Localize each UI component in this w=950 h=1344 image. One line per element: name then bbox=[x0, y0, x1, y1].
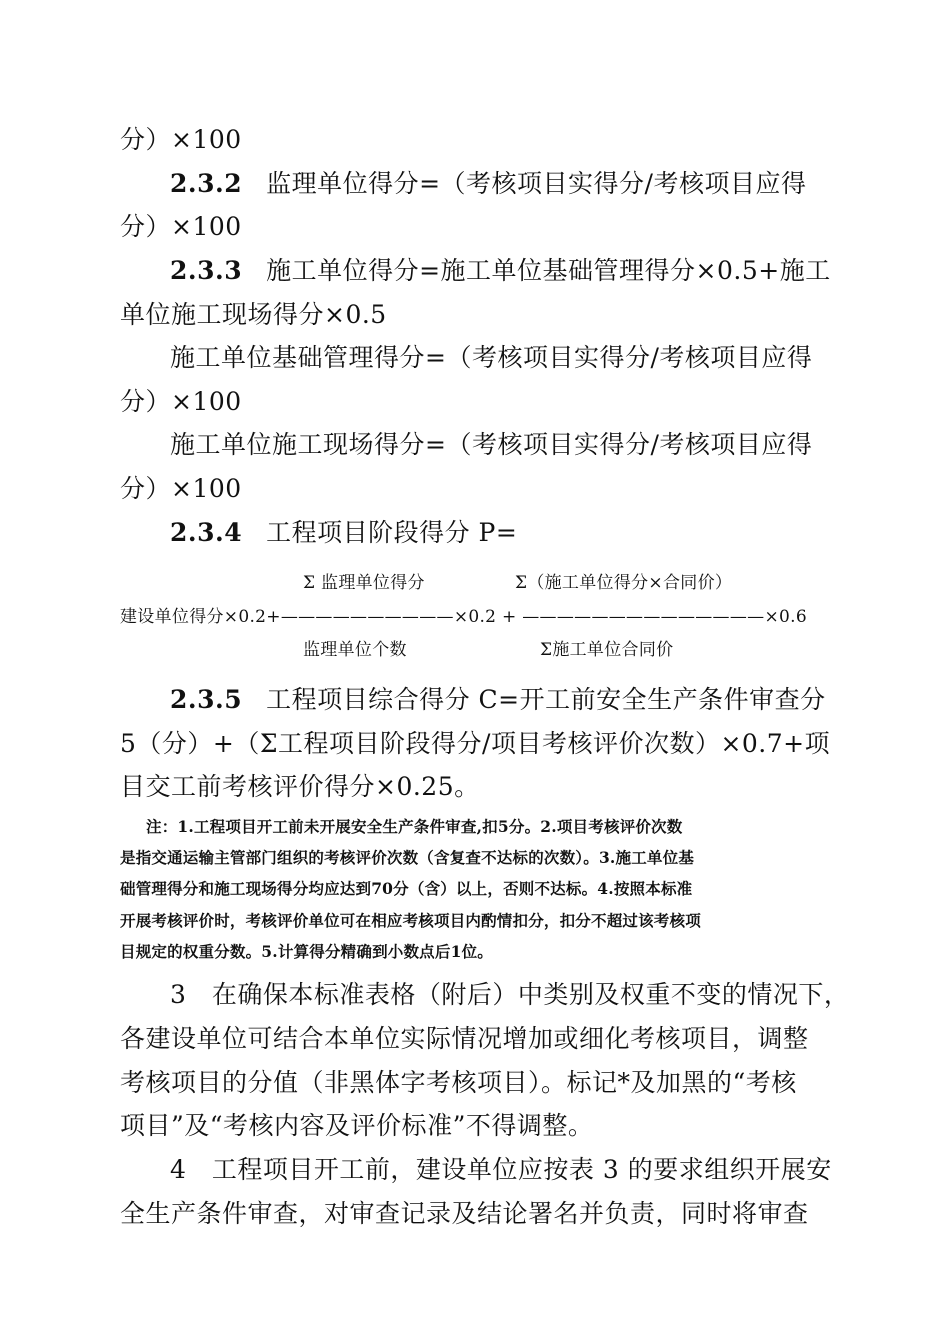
clause-number: 2.3.2 bbox=[170, 169, 243, 198]
paragraph-3-line: 项目”及“考核内容及评价标准”不得调整。 bbox=[120, 1111, 594, 1140]
paragraph-3-line: 3 在确保本标准表格（附后）中类别及权重不变的情况下， bbox=[170, 980, 850, 1009]
text-line: 施工单位基础管理得分=（考核项目实得分/考核项目应得 bbox=[170, 343, 813, 372]
note-line: 开展考核评价时，考核评价单位可在相应考核项目内酌情扣分，扣分不超过该考核项 bbox=[120, 911, 701, 930]
formula-denominator-2: Σ施工单位合同价 bbox=[540, 640, 674, 660]
text-line: 5（分）+（Σ工程项目阶段得分/项目考核评价次数）×0.7+项 bbox=[120, 729, 831, 758]
note-line: 目规定的权重分数。5.计算得分精确到小数点后1位。 bbox=[120, 942, 493, 961]
text-line: 分）×100 bbox=[120, 387, 242, 416]
text-line: 分）×100 bbox=[120, 474, 242, 503]
clause-number: 2.3.5 bbox=[170, 685, 243, 714]
note-line: 是指交通运输主管部门组织的考核评价次数（含复查不达标的次数）。3.施工单位基 bbox=[120, 848, 695, 867]
clause-number: 2.3.4 bbox=[170, 518, 243, 547]
formula-numerator-2: Σ（施工单位得分×合同价） bbox=[515, 573, 733, 593]
text-line: 施工单位施工现场得分=（考核项目实得分/考核项目应得 bbox=[170, 430, 813, 459]
note-line: 注：1.工程项目开工前未开展安全生产条件审查,扣5分。2.项目考核评价次数 bbox=[146, 817, 683, 836]
formula-main-line: 建设单位得分×0.2+——————————×0.2 + ——————————————×0.6 bbox=[120, 607, 807, 627]
formula-denominator-1: 监理单位个数 bbox=[303, 640, 407, 660]
text-line: 分）×100 bbox=[120, 212, 242, 241]
paragraph-4-line: 全生产条件审查，对审查记录及结论署名并负责，同时将审查 bbox=[120, 1199, 809, 1228]
paragraph-3-line: 各建设单位可结合本单位实际情况增加或细化考核项目，调整 bbox=[120, 1024, 809, 1053]
clause-text: 工程项目阶段得分 P= bbox=[266, 518, 518, 547]
text-line: 分）×100 bbox=[120, 125, 242, 154]
clause-number: 2.3.3 bbox=[170, 256, 243, 285]
clause-text: 监理单位得分=（考核项目实得分/考核项目应得 bbox=[266, 169, 807, 198]
clause-2-3-5 bbox=[170, 685, 826, 715]
clause-2-3-2 bbox=[170, 169, 806, 199]
note-line: 础管理得分和施工现场得分均应达到70分（含）以上，否则不达标。4.按照本标准 bbox=[120, 879, 693, 898]
clause-text: 施工单位得分=施工单位基础管理得分×0.5+施工 bbox=[266, 256, 831, 285]
formula-numerator-1: Σ 监理单位得分 bbox=[303, 573, 425, 593]
text-line: 单位施工现场得分×0.5 bbox=[120, 300, 387, 329]
clause-text: 工程项目综合得分 C=开工前安全生产条件审查分 bbox=[266, 685, 826, 714]
clause-2-3-4 bbox=[170, 518, 517, 548]
text-line: 目交工前考核评价得分×0.25。 bbox=[120, 772, 480, 801]
paragraph-3-line: 考核项目的分值（非黑体字考核项目）。标记*及加黑的“考核 bbox=[120, 1068, 797, 1097]
clause-2-3-3 bbox=[170, 256, 831, 286]
paragraph-4-line: 4 工程项目开工前，建设单位应按表 3 的要求组织开展安 bbox=[170, 1155, 832, 1184]
